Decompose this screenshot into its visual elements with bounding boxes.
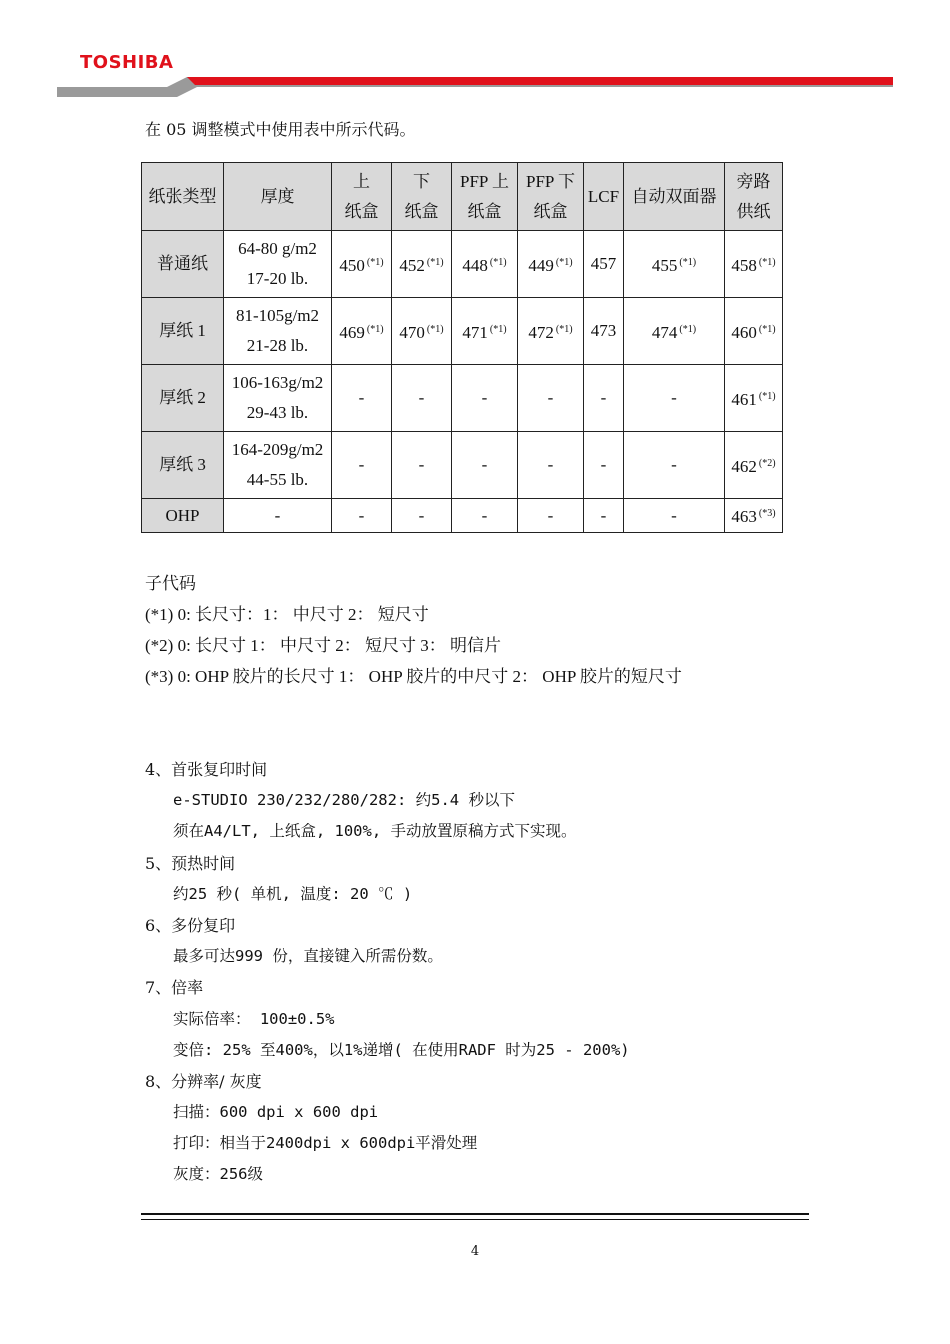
spec-detail: 约25 秒( 单机, 温度: 20 ℃ ) bbox=[173, 884, 413, 903]
spec-heading: 5、预热时间 bbox=[145, 853, 236, 873]
code-value: 472 bbox=[528, 322, 554, 342]
spec-detail: e-STUDIO 230/232/280/282: 约5.4 秒以下 bbox=[173, 791, 515, 810]
code-cell bbox=[725, 432, 783, 499]
paper-type-cell: 普通纸 bbox=[142, 231, 224, 298]
code-cell bbox=[452, 499, 518, 533]
code-cell bbox=[452, 432, 518, 499]
code-value: - bbox=[358, 505, 365, 525]
code-value: - bbox=[600, 455, 607, 474]
code-value: - bbox=[671, 505, 677, 525]
code-value: - bbox=[418, 505, 425, 525]
header-line: 纸盒 bbox=[344, 201, 379, 221]
spec-heading: 4、首张复印时间 bbox=[145, 760, 268, 779]
spec-detail: 须在A4/LT, 上纸盒, 100%, 手动放置原稿方式下实现。 bbox=[173, 822, 577, 841]
code-table bbox=[141, 162, 783, 533]
header-band bbox=[57, 73, 893, 97]
code-value: - bbox=[418, 455, 425, 474]
code-value: - bbox=[600, 505, 607, 525]
code-value: 455 bbox=[651, 255, 678, 275]
code-value: - bbox=[547, 455, 554, 474]
table-row bbox=[142, 231, 783, 298]
column-header bbox=[392, 163, 452, 231]
footnote-mark: (*1) bbox=[758, 390, 776, 402]
code-value: - bbox=[358, 388, 365, 407]
spec-detail: 最多可达999 份，直接键入所需份数。 bbox=[173, 947, 443, 966]
code-value: 460 bbox=[731, 322, 757, 342]
footnote-mark: (*1) bbox=[679, 256, 697, 268]
header-line: 纸盒 bbox=[404, 201, 439, 221]
thickness-cell bbox=[224, 432, 332, 499]
code-value: 470 bbox=[399, 322, 425, 342]
code-cell bbox=[452, 298, 518, 365]
table-row bbox=[142, 499, 783, 533]
table-header-row bbox=[142, 163, 783, 231]
header-line: 旁路 bbox=[736, 171, 771, 191]
footnote-mark: (*3) bbox=[758, 508, 776, 519]
code-cell bbox=[332, 365, 392, 432]
footnote-mark: (*1) bbox=[489, 323, 507, 335]
code-value: 452 bbox=[399, 255, 425, 275]
thickness-cell bbox=[224, 499, 332, 533]
code-cell bbox=[332, 432, 392, 499]
spec-detail: 灰度：256级 bbox=[173, 1165, 263, 1184]
red-band bbox=[187, 77, 893, 85]
code-value: - bbox=[671, 388, 677, 407]
paper-type-cell: 厚纸 3 bbox=[142, 432, 224, 499]
code-cell bbox=[332, 499, 392, 533]
code-value: - bbox=[671, 455, 677, 474]
footnote-mark: (*1) bbox=[555, 323, 573, 335]
footnote-mark: (*1) bbox=[366, 323, 384, 335]
code-value: 473 bbox=[590, 321, 617, 340]
code-cell bbox=[624, 298, 725, 365]
thickness-cell bbox=[224, 298, 332, 365]
code-cell bbox=[584, 499, 624, 533]
code-cell bbox=[624, 231, 725, 298]
code-cell bbox=[624, 499, 725, 533]
code-value: 457 bbox=[590, 254, 617, 273]
thickness-line: 44-55 lb. bbox=[246, 470, 309, 489]
spec-detail: 变倍: 25% 至400%，以1%递增( 在使用RADF 时为25 - 200%) bbox=[173, 1040, 630, 1059]
note-2: (*2) 0: 长尺寸 1： 中尺寸 2： 短尺寸 3： 明信片 bbox=[145, 636, 502, 655]
header-line: PFP 下 bbox=[526, 171, 575, 191]
column-header bbox=[518, 163, 584, 231]
code-value: - bbox=[600, 388, 607, 407]
footnote-mark: (*1) bbox=[555, 256, 573, 268]
paper-type-cell: 厚纸 2 bbox=[142, 365, 224, 432]
header-line: 供纸 bbox=[736, 201, 771, 221]
toshiba-logo: TOSHIBA bbox=[80, 52, 174, 73]
header-line: 纸盒 bbox=[467, 201, 502, 221]
thickness-line: - bbox=[274, 505, 281, 525]
code-value: 471 bbox=[462, 322, 488, 342]
code-value: - bbox=[547, 388, 554, 407]
note-1: (*1) 0: 长尺寸：1： 中尺寸 2： 短尺寸 bbox=[145, 605, 429, 624]
column-header bbox=[584, 163, 624, 231]
spec-heading: 6、多份复印 bbox=[145, 915, 236, 935]
header-line: LCF bbox=[587, 186, 620, 206]
spec-heading: 8、分辨率/ 灰度 bbox=[145, 1071, 262, 1091]
footnote-mark: (*1) bbox=[426, 323, 444, 335]
header-line: 自动双面器 bbox=[631, 186, 717, 206]
code-cell bbox=[518, 432, 584, 499]
code-cell bbox=[392, 298, 452, 365]
code-value: - bbox=[358, 455, 365, 474]
column-header bbox=[332, 163, 392, 231]
notes-title: 子代码 bbox=[145, 574, 196, 593]
thickness-line: 164-209g/m2 bbox=[231, 440, 324, 459]
column-header bbox=[452, 163, 518, 231]
page-number: 4 bbox=[470, 1244, 480, 1259]
code-cell bbox=[518, 298, 584, 365]
code-cell bbox=[392, 432, 452, 499]
column-header bbox=[725, 163, 783, 231]
footer-rule bbox=[141, 1213, 809, 1215]
spec-heading: 7、倍率 bbox=[145, 978, 204, 998]
footnote-mark: (*1) bbox=[426, 256, 444, 268]
footnote-mark: (*1) bbox=[679, 323, 697, 335]
code-cell bbox=[725, 231, 783, 298]
header-line: 纸张类型 bbox=[148, 186, 217, 206]
code-cell bbox=[392, 365, 452, 432]
thickness-line: 81-105g/m2 bbox=[235, 306, 320, 325]
footnote-mark: (*2) bbox=[758, 457, 776, 469]
code-value: 463 bbox=[731, 507, 757, 526]
code-cell bbox=[624, 365, 725, 432]
code-value: - bbox=[481, 505, 488, 525]
header-line: 厚度 bbox=[260, 186, 295, 206]
thickness-line: 21-28 lb. bbox=[246, 336, 309, 355]
code-cell bbox=[518, 365, 584, 432]
header-line: 上 bbox=[353, 171, 370, 191]
code-value: 450 bbox=[339, 255, 365, 275]
code-cell bbox=[624, 432, 725, 499]
code-cell bbox=[332, 231, 392, 298]
footer-rule-thin bbox=[141, 1219, 809, 1220]
footnote-mark: (*1) bbox=[758, 256, 776, 268]
paper-type-cell: 厚纸 1 bbox=[142, 298, 224, 365]
code-cell bbox=[452, 231, 518, 298]
thickness-line: 29-43 lb. bbox=[246, 403, 309, 422]
code-cell bbox=[392, 231, 452, 298]
note-3: (*3) 0: OHP 胶片的长尺寸 1： OHP 胶片的中尺寸 2： OHP 胶片的短尺寸 bbox=[145, 667, 682, 686]
table-row bbox=[142, 365, 783, 432]
code-cell bbox=[725, 365, 783, 432]
sub-code-notes bbox=[145, 568, 682, 692]
code-value: - bbox=[418, 388, 425, 407]
code-cell bbox=[392, 499, 452, 533]
code-cell bbox=[584, 298, 624, 365]
code-cell bbox=[452, 365, 518, 432]
spec-detail: 打印：相当于2400dpi x 600dpi平滑处理 bbox=[173, 1134, 478, 1153]
spec-list bbox=[145, 754, 630, 1191]
code-value: 474 bbox=[651, 322, 678, 342]
header-line: 下 bbox=[413, 171, 430, 191]
table-row bbox=[142, 432, 783, 499]
thickness-line: 64-80 g/m2 bbox=[238, 239, 317, 258]
code-cell bbox=[332, 298, 392, 365]
code-value: - bbox=[481, 455, 488, 474]
code-value: 458 bbox=[731, 255, 757, 275]
code-cell bbox=[725, 499, 783, 533]
code-cell bbox=[584, 365, 624, 432]
header-line: PFP 上 bbox=[460, 171, 509, 191]
column-header bbox=[224, 163, 332, 231]
code-value: 461 bbox=[731, 389, 757, 409]
code-value: 469 bbox=[339, 322, 365, 342]
header-line: 纸盒 bbox=[533, 201, 568, 221]
thickness-line: 17-20 lb. bbox=[246, 269, 309, 288]
code-cell bbox=[584, 231, 624, 298]
column-header bbox=[624, 163, 725, 231]
code-value: - bbox=[547, 505, 554, 525]
thickness-cell bbox=[224, 231, 332, 298]
code-value: - bbox=[481, 388, 488, 407]
intro-text: 在 05 调整模式中使用表中所示代码。 bbox=[145, 120, 416, 139]
code-value: 462 bbox=[731, 456, 757, 476]
footnote-mark: (*1) bbox=[489, 256, 507, 268]
table-row bbox=[142, 298, 783, 365]
thickness-cell bbox=[224, 365, 332, 432]
column-header bbox=[142, 163, 224, 231]
spec-detail: 扫描：600 dpi x 600 dpi bbox=[173, 1103, 379, 1122]
footnote-mark: (*1) bbox=[366, 256, 384, 268]
code-cell bbox=[518, 231, 584, 298]
code-value: 449 bbox=[528, 255, 554, 275]
spec-detail: 实际倍率： 100±0.5% bbox=[173, 1009, 335, 1028]
code-cell bbox=[725, 298, 783, 365]
footnote-mark: (*1) bbox=[758, 323, 776, 335]
paper-type-cell: OHP bbox=[142, 499, 224, 533]
thickness-line: 106-163g/m2 bbox=[231, 373, 324, 392]
code-cell bbox=[518, 499, 584, 533]
code-cell bbox=[584, 432, 624, 499]
code-value: 448 bbox=[462, 255, 488, 275]
